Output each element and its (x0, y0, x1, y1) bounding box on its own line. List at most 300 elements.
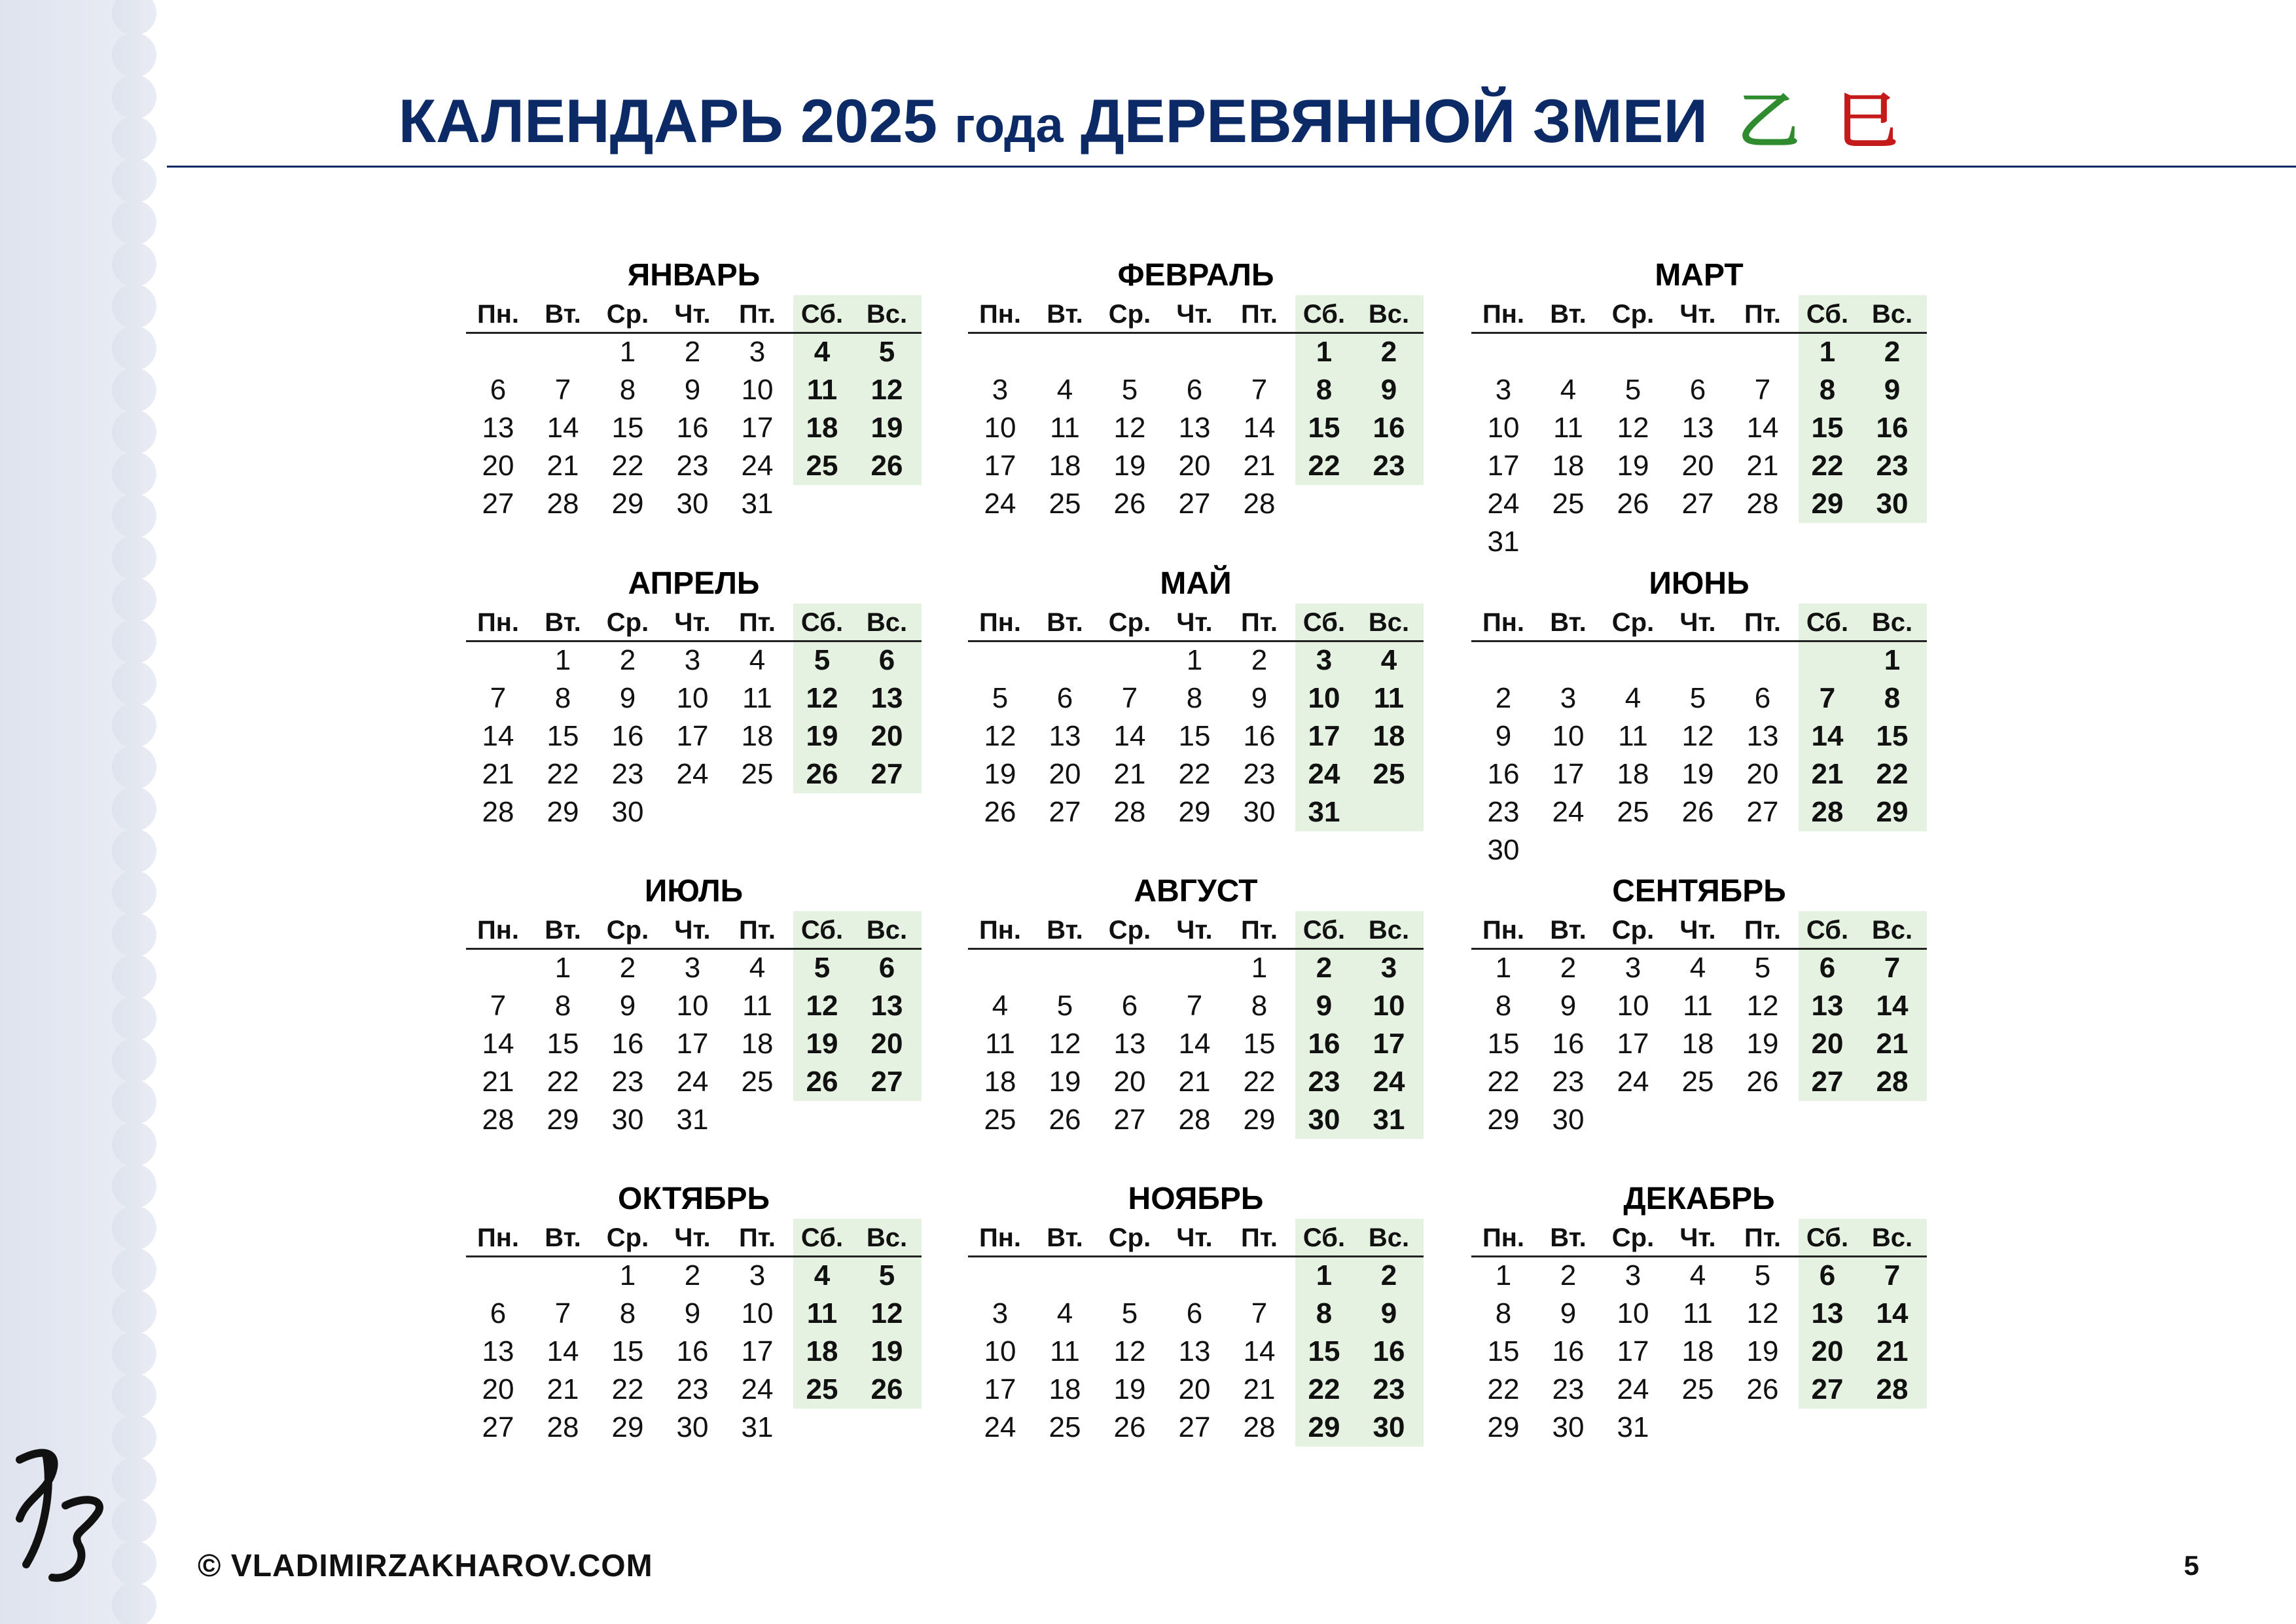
day-cell: 17 (676, 720, 709, 752)
weekend-day: 16 (1308, 1028, 1340, 1060)
day-cell: 24 (1617, 1373, 1649, 1405)
weekday-header: Вт. (1047, 300, 1083, 329)
day-cell: 6 (1121, 990, 1138, 1022)
day-cell: 19 (1113, 1373, 1146, 1405)
weekend-day: 6 (1819, 1259, 1836, 1291)
day-cell: 5 (1754, 952, 1771, 984)
day-cell: 15 (547, 1028, 579, 1060)
page-number: 5 (2183, 1550, 2199, 1581)
weekend-day: 22 (1876, 758, 1909, 790)
weekday-header: Вс. (1871, 608, 1913, 637)
weekday-header: Пт. (739, 300, 776, 329)
weekend-day: 24 (1308, 758, 1340, 790)
weekday-header-row (1471, 295, 1927, 333)
day-cell (1731, 1409, 1795, 1447)
weekday-header: Пт. (1744, 608, 1781, 637)
day-cell: 23 (676, 450, 709, 482)
weekday-header: Вт. (1550, 1223, 1587, 1252)
week-row (466, 1409, 922, 1447)
weekday-header: Вт. (545, 300, 581, 329)
weekend-day (1357, 485, 1421, 523)
day-cell: 21 (1178, 1066, 1211, 1098)
day-cell (968, 333, 1032, 371)
day-cell: 2 (619, 644, 636, 676)
weekend-day: 22 (1308, 450, 1340, 482)
day-cell (1227, 333, 1291, 371)
day-cell: 4 (1689, 1259, 1706, 1291)
month-name: МАЙ (1160, 566, 1232, 601)
week-row (968, 717, 1424, 755)
day-cell: 26 (1746, 1066, 1779, 1098)
day-cell: 9 (619, 990, 636, 1022)
chinese-glyph-si: 巳 (1836, 86, 1898, 157)
day-cell: 3 (1624, 952, 1641, 984)
day-cell (1731, 523, 1795, 561)
weekend-day (855, 1101, 919, 1139)
weekend-day: 21 (1876, 1335, 1909, 1367)
weekend-day: 18 (1372, 720, 1405, 752)
weekday-header: Сб. (1302, 300, 1346, 329)
day-cell: 13 (1113, 1028, 1146, 1060)
month-name: ИЮЛЬ (644, 874, 744, 909)
weekend-day: 6 (1819, 952, 1836, 984)
week-row (466, 485, 922, 523)
day-cell: 14 (1746, 412, 1779, 444)
weekend-day: 8 (1316, 374, 1333, 406)
weekday-header: Ср. (1108, 608, 1151, 637)
weekday-header-row (466, 604, 922, 641)
weekend-day: 15 (1308, 412, 1340, 444)
day-cell: 14 (547, 1335, 579, 1367)
day-cell (1666, 523, 1730, 561)
day-cell: 3 (1624, 1259, 1641, 1291)
week-row (1471, 641, 1927, 679)
weekday-header: Пн. (1482, 608, 1525, 637)
day-cell: 13 (1746, 720, 1779, 752)
weekend-day: 26 (870, 450, 903, 482)
weekday-header: Вс. (866, 300, 908, 329)
day-cell (1098, 641, 1162, 679)
day-cell: 20 (482, 450, 514, 482)
day-cell: 7 (490, 990, 507, 1022)
day-cell: 23 (611, 758, 644, 790)
weekday-header: Сб. (800, 1223, 844, 1252)
day-cell: 28 (1746, 488, 1779, 520)
day-cell: 19 (1681, 758, 1714, 790)
day-cell: 16 (676, 412, 709, 444)
day-cell: 17 (1617, 1335, 1649, 1367)
day-cell: 17 (741, 412, 774, 444)
weekday-header: Пн. (1482, 300, 1525, 329)
day-cell: 20 (1178, 450, 1211, 482)
weekend-day: 16 (1876, 412, 1909, 444)
day-cell: 9 (684, 374, 701, 406)
weekend-day: 18 (806, 412, 838, 444)
month-name: АВГУСТ (1134, 874, 1258, 909)
weekend-day: 28 (1876, 1066, 1909, 1098)
day-cell: 22 (547, 758, 579, 790)
day-cell: 17 (741, 1335, 774, 1367)
week-row (1471, 333, 1927, 371)
weekend-day: 8 (1316, 1297, 1333, 1329)
weekday-header: Сб. (1806, 916, 1849, 945)
day-cell: 14 (482, 720, 514, 752)
week-row (466, 793, 922, 831)
day-cell: 14 (547, 412, 579, 444)
weekend-day: 6 (878, 952, 895, 984)
day-cell: 22 (611, 1373, 644, 1405)
day-cell: 9 (1560, 990, 1577, 1022)
day-cell: 7 (1251, 1297, 1268, 1329)
weekday-header-row (1471, 604, 1927, 641)
weekend-day: 4 (1380, 644, 1397, 676)
weekend-day: 12 (806, 990, 838, 1022)
day-cell: 1 (1186, 644, 1203, 676)
month-name: ЯНВАРЬ (627, 258, 761, 293)
week-row (968, 1333, 1424, 1371)
day-cell: 28 (547, 1411, 579, 1443)
day-cell: 22 (611, 450, 644, 482)
day-cell: 28 (1113, 796, 1146, 828)
day-cell: 1 (619, 1259, 636, 1291)
weekday-header: Чт. (1679, 1223, 1716, 1252)
week-row (968, 1101, 1424, 1139)
weekend-day: 11 (1373, 682, 1405, 714)
weekend-day: 8 (1819, 374, 1836, 406)
weekday-header: Пт. (739, 916, 776, 945)
weekend-day (1860, 831, 1924, 869)
day-cell: 16 (611, 720, 644, 752)
weekend-day (1357, 793, 1421, 831)
day-cell: 27 (1049, 796, 1081, 828)
page-title (0, 82, 2296, 165)
weekend-day: 2 (1380, 1259, 1397, 1291)
day-cell: 28 (482, 1104, 514, 1136)
weekend-day: 2 (1884, 336, 1901, 368)
week-row (968, 409, 1424, 447)
day-cell (1471, 333, 1535, 371)
weekday-header-row (968, 604, 1424, 641)
weekday-header: Вс. (1871, 916, 1913, 945)
day-cell: 12 (1113, 412, 1146, 444)
weekend-day (1860, 1101, 1924, 1139)
day-cell (1162, 1257, 1227, 1295)
day-cell: 20 (1681, 450, 1714, 482)
day-cell: 29 (611, 488, 644, 520)
week-row (1471, 1101, 1927, 1139)
weekday-header: Пт. (1744, 1223, 1781, 1252)
month-block (1471, 259, 1927, 560)
weekend-day: 21 (1811, 758, 1844, 790)
weekday-header: Пт. (1744, 300, 1781, 329)
day-cell: 7 (1754, 374, 1771, 406)
day-cell: 14 (482, 1028, 514, 1060)
weekday-header: Чт. (1176, 916, 1213, 945)
day-cell: 14 (1113, 720, 1146, 752)
week-row (466, 755, 922, 793)
month-name: МАРТ (1655, 258, 1744, 293)
day-cell: 24 (1487, 488, 1520, 520)
weekend-day: 22 (1811, 450, 1844, 482)
day-cell (1227, 1257, 1291, 1295)
day-cell (725, 793, 789, 831)
weekend-day: 7 (1819, 682, 1836, 714)
weekend-day (1860, 1409, 1924, 1447)
title-snake: ДЕРЕВЯННОЙ ЗМЕИ (1080, 86, 1708, 155)
week-row (968, 1409, 1424, 1447)
month-name: АПРЕЛЬ (628, 566, 760, 601)
weekend-day: 17 (1308, 720, 1340, 752)
weekday-header: Ср. (1108, 916, 1151, 945)
day-cell (1731, 333, 1795, 371)
day-cell: 4 (1056, 1297, 1073, 1329)
day-cell: 27 (1178, 488, 1211, 520)
day-cell: 8 (554, 990, 571, 1022)
weekend-day: 19 (870, 412, 903, 444)
weekday-header: Пн. (476, 608, 520, 637)
day-cell: 23 (611, 1066, 644, 1098)
weekday-header: Сб. (1806, 300, 1849, 329)
weekday-header: Чт. (1679, 916, 1716, 945)
week-row (466, 371, 922, 409)
weekday-header: Сб. (1806, 608, 1849, 637)
day-cell: 8 (1251, 990, 1268, 1022)
day-cell: 8 (619, 1297, 636, 1329)
day-cell: 21 (1243, 450, 1276, 482)
weekend-day: 30 (1372, 1411, 1405, 1443)
weekend-day: 10 (1308, 682, 1340, 714)
day-cell: 15 (611, 412, 644, 444)
week-row (1471, 987, 1927, 1025)
day-cell (466, 949, 530, 987)
week-row (1471, 523, 1927, 561)
day-cell: 4 (749, 644, 766, 676)
day-cell: 12 (1113, 1335, 1146, 1367)
weekend-day: 13 (870, 990, 903, 1022)
weekday-header: Сб. (1302, 1223, 1346, 1252)
weekend-day (790, 793, 854, 831)
day-cell: 29 (1178, 796, 1211, 828)
day-cell: 6 (1186, 374, 1203, 406)
weekend-day (1292, 485, 1356, 523)
day-cell: 12 (984, 720, 1016, 752)
day-cell: 28 (547, 488, 579, 520)
weekend-day: 9 (1884, 374, 1901, 406)
weekend-day: 8 (1884, 682, 1901, 714)
day-cell: 19 (1746, 1028, 1779, 1060)
day-cell: 8 (1495, 990, 1512, 1022)
day-cell: 30 (676, 1411, 709, 1443)
day-cell: 6 (490, 374, 507, 406)
month-block (466, 567, 922, 868)
day-cell: 25 (741, 758, 774, 790)
day-cell: 10 (676, 682, 709, 714)
day-cell: 26 (1113, 488, 1146, 520)
weekday-header: Пт. (1241, 916, 1278, 945)
day-cell: 7 (554, 374, 571, 406)
weekend-day: 25 (806, 450, 838, 482)
day-cell: 2 (1251, 644, 1268, 676)
week-row (968, 679, 1424, 717)
week-row (466, 1333, 922, 1371)
weekend-day: 1 (1884, 644, 1901, 676)
day-cell (1731, 1101, 1795, 1139)
day-cell: 5 (1624, 374, 1641, 406)
day-cell: 15 (611, 1335, 644, 1367)
day-cell: 15 (1487, 1028, 1520, 1060)
weekend-day: 13 (870, 682, 903, 714)
week-row (968, 793, 1424, 831)
weekend-day: 9 (1316, 990, 1333, 1022)
day-cell (1098, 949, 1162, 987)
weekend-day (790, 1101, 854, 1139)
day-cell: 26 (1113, 1411, 1146, 1443)
weekend-day: 20 (870, 720, 903, 752)
month-block (466, 1182, 922, 1483)
weekday-header: Вс. (866, 1223, 908, 1252)
day-cell: 30 (611, 1104, 644, 1136)
weekday-header: Сб. (800, 916, 844, 945)
day-cell: 11 (1618, 720, 1648, 752)
weekend-day: 1 (1316, 1259, 1333, 1291)
weekday-header-row (968, 1219, 1424, 1257)
weekend-day: 18 (806, 1335, 838, 1367)
day-cell: 24 (1617, 1066, 1649, 1098)
day-cell: 7 (1121, 682, 1138, 714)
weekend-day: 11 (806, 1297, 838, 1329)
weekend-day: 13 (1811, 1297, 1844, 1329)
day-cell (1033, 949, 1097, 987)
day-cell: 24 (984, 1411, 1016, 1443)
day-cell (1162, 333, 1227, 371)
day-cell: 11 (1683, 1297, 1713, 1329)
weekend-day: 15 (1876, 720, 1909, 752)
week-row (1471, 1257, 1927, 1295)
weekday-header: Сб. (1806, 1223, 1849, 1252)
weekday-header: Ср. (606, 1223, 649, 1252)
weekday-header: Вс. (866, 916, 908, 945)
weekday-header: Вт. (1550, 608, 1587, 637)
week-row (1471, 485, 1927, 523)
day-cell (725, 1101, 789, 1139)
weekday-header: Вт. (545, 916, 581, 945)
weekday-header: Вс. (1368, 608, 1410, 637)
day-cell: 12 (1746, 1297, 1779, 1329)
day-cell: 30 (1243, 796, 1276, 828)
weekend-day: 20 (1811, 1335, 1844, 1367)
day-cell (1666, 1409, 1730, 1447)
weekday-header-row (1471, 911, 1927, 949)
week-row (1471, 409, 1927, 447)
month-block (968, 259, 1424, 560)
weekday-header: Пн. (1482, 1223, 1525, 1252)
weekend-day: 29 (1811, 488, 1844, 520)
day-cell: 10 (741, 374, 774, 406)
week-row (968, 1257, 1424, 1295)
weekend-day: 1 (1316, 336, 1333, 368)
day-cell: 18 (741, 720, 774, 752)
day-cell: 31 (741, 488, 774, 520)
day-cell: 6 (490, 1297, 507, 1329)
day-cell (660, 793, 725, 831)
weekday-header: Пн. (978, 1223, 1022, 1252)
day-cell: 20 (1178, 1373, 1211, 1405)
day-cell: 1 (1495, 1259, 1512, 1291)
day-cell: 17 (984, 1373, 1016, 1405)
weekend-day: 5 (878, 1259, 895, 1291)
day-cell: 11 (1683, 990, 1713, 1022)
weekend-day: 5 (814, 952, 831, 984)
day-cell: 22 (1487, 1066, 1520, 1098)
day-cell: 4 (1624, 682, 1641, 714)
weekday-header: Чт. (1176, 300, 1213, 329)
week-row (968, 447, 1424, 485)
weekday-header: Ср. (1611, 300, 1655, 329)
day-cell: 3 (749, 336, 766, 368)
weekday-header: Пт. (739, 1223, 776, 1252)
day-cell: 17 (1552, 758, 1585, 790)
day-cell: 15 (1487, 1335, 1520, 1367)
weekday-header: Чт. (1176, 1223, 1213, 1252)
day-cell: 30 (1487, 834, 1520, 866)
weekend-day: 27 (870, 758, 903, 790)
day-cell: 23 (1243, 758, 1276, 790)
week-row (466, 409, 922, 447)
day-cell: 29 (611, 1411, 644, 1443)
day-cell: 18 (1552, 450, 1585, 482)
day-cell (1601, 333, 1665, 371)
weekday-header: Вт. (1047, 608, 1083, 637)
day-cell: 17 (676, 1028, 709, 1060)
day-cell: 4 (1056, 374, 1073, 406)
weekday-header: Пн. (476, 1223, 520, 1252)
day-cell: 3 (1495, 374, 1512, 406)
week-row (466, 717, 922, 755)
day-cell: 15 (1178, 720, 1211, 752)
weekday-header: Чт. (674, 608, 711, 637)
day-cell: 10 (741, 1297, 774, 1329)
day-cell: 10 (984, 1335, 1016, 1367)
day-cell: 5 (1689, 682, 1706, 714)
week-row (968, 641, 1424, 679)
weekend-day: 17 (1372, 1028, 1405, 1060)
day-cell: 17 (1617, 1028, 1649, 1060)
month-block (1471, 1182, 1927, 1483)
month-name: ОКТЯБРЬ (617, 1182, 770, 1216)
month-block (466, 875, 922, 1176)
day-cell (1666, 333, 1730, 371)
weekday-header: Вт. (1550, 300, 1587, 329)
weekend-day: 9 (1380, 1297, 1397, 1329)
weekday-header-row (968, 911, 1424, 949)
week-row (466, 679, 922, 717)
week-row (1471, 717, 1927, 755)
day-cell (1666, 831, 1730, 869)
day-cell: 6 (1056, 682, 1073, 714)
weekend-day: 6 (878, 644, 895, 676)
day-cell: 10 (1617, 990, 1649, 1022)
weekend-day: 31 (1308, 796, 1340, 828)
day-cell: 9 (1495, 720, 1512, 752)
day-cell: 23 (1552, 1066, 1585, 1098)
day-cell: 4 (992, 990, 1009, 1022)
day-cell: 20 (1746, 758, 1779, 790)
day-cell: 7 (554, 1297, 571, 1329)
day-cell: 24 (984, 488, 1016, 520)
day-cell: 11 (1050, 412, 1080, 444)
day-cell: 16 (1552, 1028, 1585, 1060)
day-cell: 16 (1243, 720, 1276, 752)
